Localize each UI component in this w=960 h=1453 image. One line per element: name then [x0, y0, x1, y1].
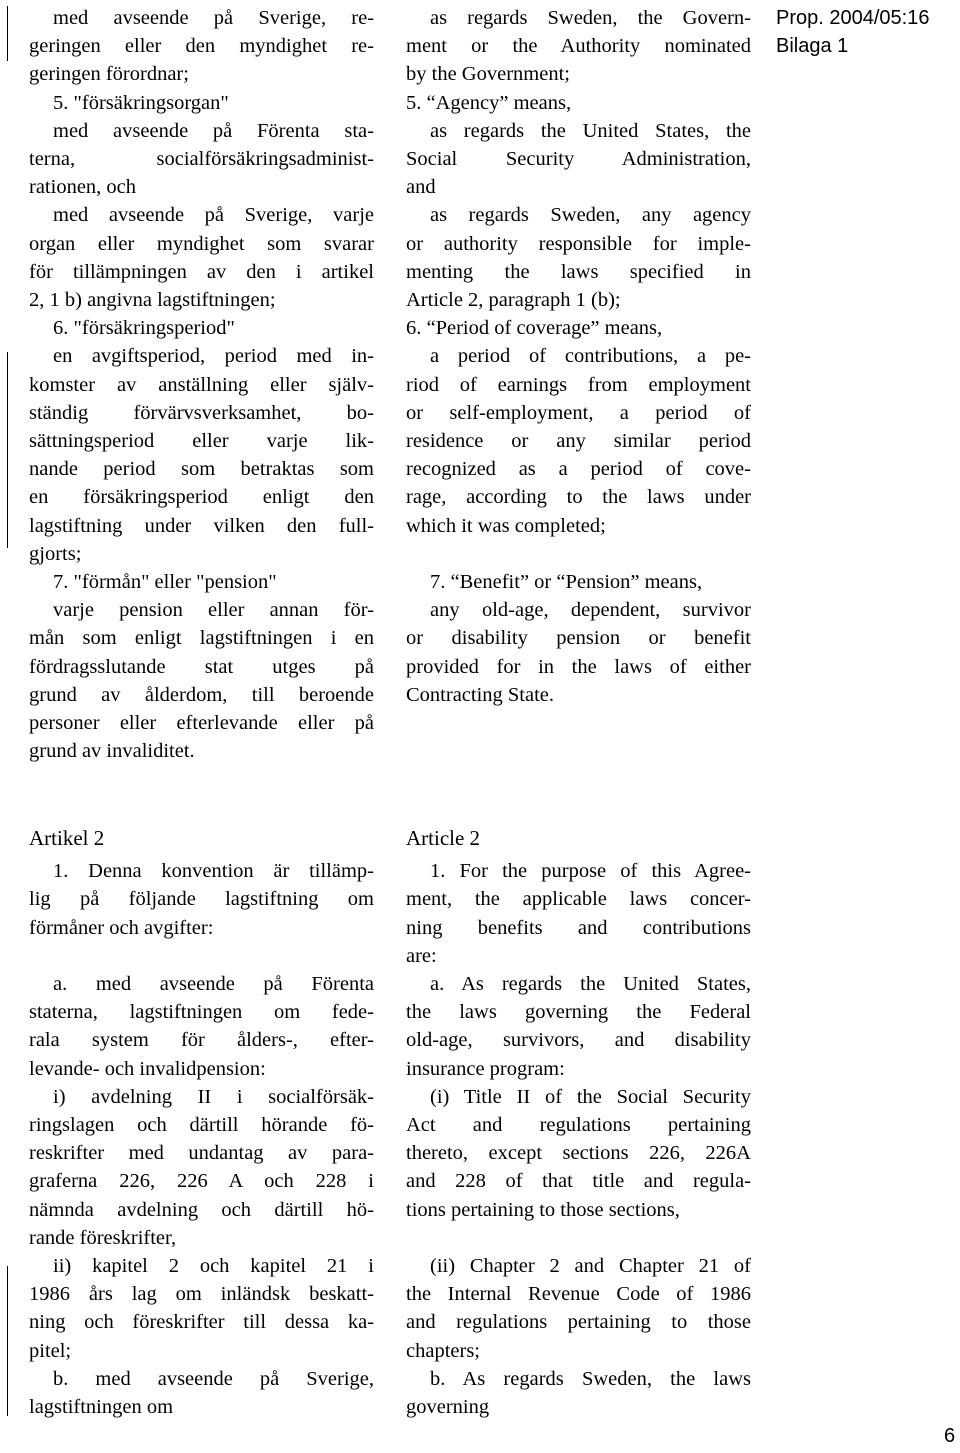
page-number: 6: [944, 1425, 956, 1447]
text-line: rala system för ålders-, efter-: [29, 1029, 374, 1052]
text-line: staterna, lagstiftningen om fede-: [29, 1001, 374, 1024]
text-line: b. As regards Sweden, the laws: [430, 1367, 751, 1390]
change-bar-2: [7, 352, 8, 548]
swedish-article-2: [29, 824, 374, 1421]
text-line: geringen förordnar;: [29, 63, 189, 86]
text-line: 1. Denna konvention är tillämp-: [53, 860, 374, 883]
text-line: rande föreskrifter,: [29, 1226, 177, 1249]
text-line: a period of contributions, a pe-: [430, 345, 751, 368]
text-line: (i) Title II of the Social Security: [430, 1085, 751, 1108]
text-line: and 228 of that title and regula-: [406, 1170, 751, 1193]
text-line: and: [406, 176, 436, 199]
text-line: ringslagen och därtill hörande fö-: [29, 1114, 374, 1137]
text-line: b. med avseende på Sverige,: [53, 1367, 374, 1390]
english-definitions-column: [406, 4, 751, 709]
definition-term: 5. "försäkringsorgan": [53, 91, 229, 114]
text-line: nämnda avdelning och därtill hö-: [29, 1198, 374, 1221]
definition-term: 7. “Benefit” or “Pension” means,: [430, 571, 703, 594]
text-line: are:: [406, 944, 437, 967]
text-line: personer eller efterlevande eller på: [29, 712, 374, 735]
change-bar-1: [7, 6, 8, 61]
text-line: Act and regulations pertaining: [406, 1114, 751, 1137]
text-line: old-age, survivors, and disability: [406, 1029, 751, 1052]
text-line: as regards the United States, the: [430, 119, 751, 142]
text-line: as regards Sweden, the Govern-: [430, 7, 751, 29]
definition-term: 6. “Period of coverage” means,: [406, 317, 663, 340]
definition-term: 6. "försäkringsperiod": [53, 317, 235, 340]
text-line: ment, the applicable laws concer-: [406, 888, 751, 911]
text-line: mån som enligt lagstiftningen i en: [29, 627, 374, 650]
text-line: by the Government;: [406, 63, 570, 86]
text-line: residence or any similar period: [406, 430, 751, 453]
text-line: graferna 226, 226 A och 228 i: [29, 1170, 374, 1193]
text-line: pitel;: [29, 1339, 72, 1362]
text-line: med avseende på Förenta sta-: [53, 119, 374, 142]
text-line: komster av anställning eller själv-: [29, 373, 374, 396]
text-line: ständig förvärvsverksamhet, bo-: [29, 401, 374, 424]
text-line: ii) kapitel 2 och kapitel 21 i: [53, 1255, 374, 1278]
spacer: [406, 1224, 751, 1252]
text-line: levande- och invalidpension:: [29, 1057, 266, 1080]
text-line: Contracting State.: [406, 683, 555, 706]
text-line: grund av invaliditet.: [29, 740, 195, 763]
text-line: Article 2, paragraph 1 (b);: [406, 289, 621, 312]
text-line: ment or the Authority nominated: [406, 35, 751, 58]
text-line: med avseende på Sverige, varje: [53, 204, 374, 227]
text-line: governing: [406, 1396, 490, 1419]
text-line: sättningsperiod eller varje lik-: [29, 430, 374, 453]
text-line: 1986 års lag om inländsk beskatt-: [29, 1283, 374, 1306]
text-line: förmåner och avgifter:: [29, 916, 214, 939]
text-line: (ii) Chapter 2 and Chapter 21 of: [430, 1255, 751, 1278]
text-line: and regulations pertaining to those: [406, 1311, 751, 1334]
text-line: varje pension eller annan för-: [53, 599, 374, 622]
text-line: menting the laws specified in: [406, 260, 751, 283]
text-line: the Internal Revenue Code of 1986: [406, 1283, 751, 1306]
text-line: grund av ålderdom, till beroende: [29, 683, 374, 706]
text-line: i) avdelning II i socialförsäk-: [53, 1085, 374, 1108]
proposition-reference: Prop. 2004/05:16: [776, 7, 930, 29]
text-line: Social Security Administration,: [406, 148, 751, 171]
text-line: gjorts;: [29, 542, 82, 565]
text-line: geringen eller den myndighet re-: [29, 35, 374, 58]
change-bar-3: [7, 1266, 8, 1416]
text-line: or disability pension or benefit: [406, 627, 751, 650]
text-line: the laws governing the Federal: [406, 1001, 751, 1024]
text-line: thereto, except sections 226, 226A: [406, 1142, 751, 1165]
text-line: lagstiftning under vilken den full-: [29, 514, 374, 537]
text-line: or self-employment, a period of: [406, 401, 751, 424]
text-line: tions pertaining to those sections,: [406, 1198, 680, 1221]
text-line: which it was completed;: [406, 514, 606, 537]
definition-term: 7. "förmån" eller "pension": [53, 571, 277, 594]
text-line: med avseende på Sverige, re-: [53, 7, 374, 29]
text-line: organ eller myndighet som svarar: [29, 232, 374, 255]
text-line: recognized as a period of cove-: [406, 458, 751, 481]
text-line: lagstiftningen om: [29, 1396, 174, 1419]
article-heading: Article 2: [406, 826, 481, 850]
text-line: en försäkringsperiod enligt den: [29, 486, 374, 509]
text-line: as regards Sweden, any agency: [430, 204, 751, 227]
text-line: any old-age, dependent, survivor: [430, 599, 751, 622]
text-line: ning benefits and contributions: [406, 916, 751, 939]
text-line: reskrifter med undantag av para-: [29, 1142, 374, 1165]
text-line: nande period som betraktas som: [29, 458, 374, 481]
appendix-label: Bilaga 1: [776, 35, 849, 57]
text-line: chapters;: [406, 1339, 480, 1362]
text-line: rationen, och: [29, 176, 137, 199]
text-line: terna, socialförsäkringsadminist-: [29, 148, 374, 171]
text-line: insurance program:: [406, 1057, 565, 1080]
text-line: riod of earnings from employment: [406, 373, 751, 396]
definition-term: 5. “Agency” means,: [406, 91, 572, 114]
text-line: fördragsslutande stat utges på: [29, 655, 374, 678]
margin-note: [776, 4, 929, 60]
text-line: provided for in the laws of either: [406, 655, 751, 678]
text-line: rage, according to the laws under: [406, 486, 751, 509]
text-line: or authority responsible for imple-: [406, 232, 751, 255]
text-line: 2, 1 b) angivna lagstiftningen;: [29, 289, 276, 312]
swedish-definitions-column: [29, 4, 374, 765]
text-line: a. As regards the United States,: [430, 973, 751, 996]
spacer: [29, 942, 374, 970]
text-line: en avgiftsperiod, period med in-: [53, 345, 374, 368]
spacer: [406, 540, 751, 568]
text-line: lig på följande lagstiftning om: [29, 888, 374, 911]
text-line: 1. For the purpose of this Agree-: [430, 860, 751, 883]
english-article-2: [406, 824, 751, 1421]
article-heading: Artikel 2: [29, 826, 105, 850]
text-line: a. med avseende på Förenta: [53, 973, 374, 995]
text-line: för tillämpningen av den i artikel: [29, 260, 374, 283]
text-line: ning och föreskrifter till dessa ka-: [29, 1311, 374, 1334]
